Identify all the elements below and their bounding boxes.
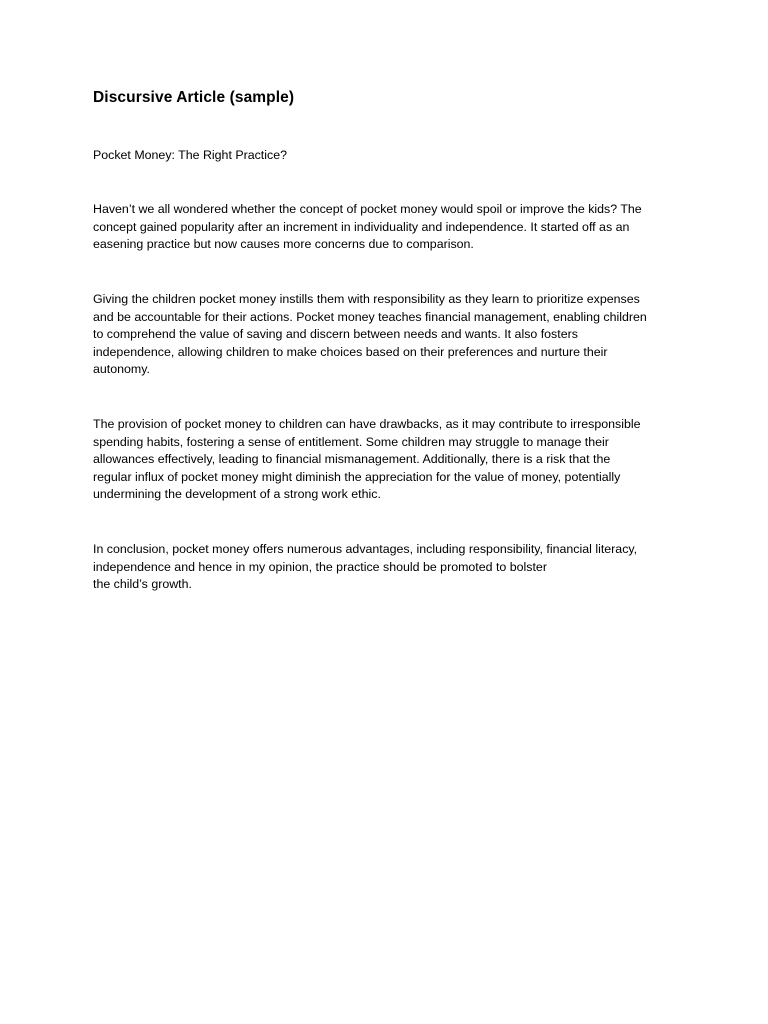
paragraph-line: independence and hence in my opinion, the practice should be promoted to bolster <box>93 559 547 574</box>
paragraph-line: The provision of pocket money to children can have drawbacks, as it may contribute to irresponsible <box>93 417 641 431</box>
document-body <box>93 88 683 592</box>
document-heading: Discursive Article (sample) <box>93 89 295 106</box>
paragraph-line: undermining the development of a strong work ethic. <box>93 487 381 502</box>
paragraph-conclusion <box>93 541 683 594</box>
paragraph-line: and be accountable for their actions. Pocket money teaches financial management, enabling children <box>93 309 647 324</box>
paragraph-line: Giving the children pocket money instills them with responsibility as they learn to prioritize expenses <box>93 292 640 306</box>
paragraph-line: Haven’t we all wondered whether the concept of pocket money would spoil or improve the kids? The <box>93 202 642 216</box>
paragraph-line: regular influx of pocket money might diminish the appreciation for the value of money, potentially <box>93 469 621 484</box>
paragraph-line: independence, allowing children to make choices based on their preferences and nurture their <box>93 344 608 359</box>
paragraph-line: easening practice but now causes more concerns due to comparison. <box>93 237 474 252</box>
paragraph-line: concept gained popularity after an increment in individuality and independence. It started off as an <box>93 219 630 234</box>
paragraph-line: spending habits, fostering a sense of entitlement. Some children may struggle to manage their <box>93 434 609 449</box>
paragraph-line: autonomy. <box>93 362 150 377</box>
paragraph-line: the child’s growth. <box>93 577 192 592</box>
paragraph-line: to comprehend the value of saving and discern between needs and wants. It also fosters <box>93 327 578 342</box>
paragraph-drawbacks <box>93 416 683 504</box>
paragraph-advantages <box>93 291 683 379</box>
article-title: Pocket Money: The Right Practice? <box>93 148 287 162</box>
paragraph-line: In conclusion, pocket money offers numerous advantages, including responsibility, financial literacy, <box>93 542 638 556</box>
paragraph-introduction <box>93 201 683 254</box>
paragraph-line: allowances effectively, leading to financial mismanagement. Additionally, there is a risk that the <box>93 452 611 467</box>
